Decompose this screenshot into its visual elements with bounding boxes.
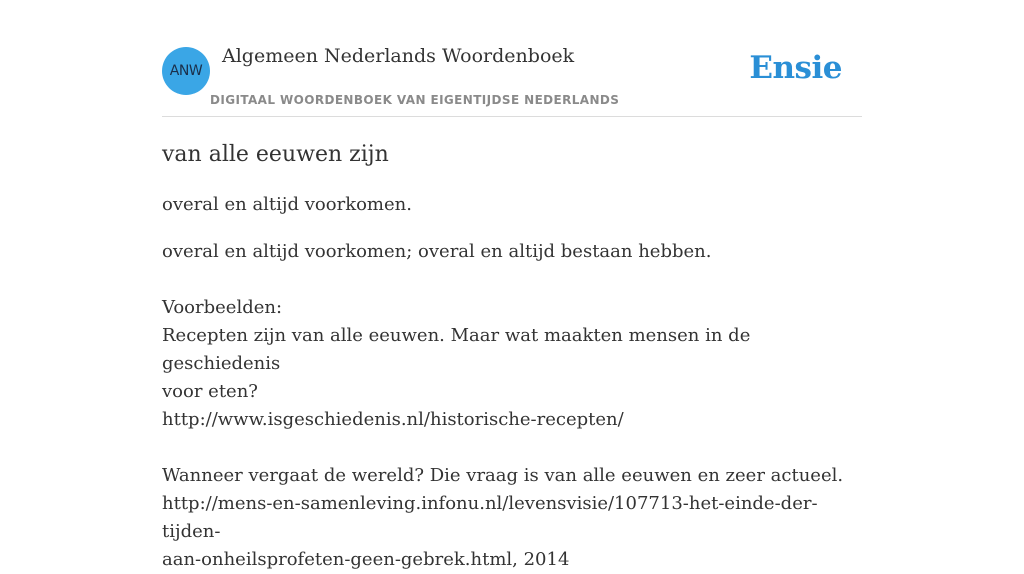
examples-label: Voorbeelden: (162, 297, 283, 318)
site-title: Algemeen Nederlands Woordenboek (222, 45, 575, 67)
ensie-logo[interactable]: Ensie (749, 50, 842, 86)
entry-summary: overal en altijd voorkomen. (162, 194, 412, 215)
site-subtitle: DIGITAAL WOORDENBOEK VAN EIGENTIJDSE NEDERLANDS (210, 93, 620, 107)
example-source: aan-onheilsprofeten-geen-gebrek.html, 2014 (162, 549, 570, 570)
example-source: http://www.isgeschiedenis.nl/historische-recepten/ (162, 409, 624, 430)
site-header (162, 0, 862, 117)
spacer (162, 266, 862, 294)
example-text: voor eten? (162, 381, 258, 402)
entry-definition: overal en altijd voorkomen; overal en altijd bestaan hebben. (162, 241, 712, 262)
entry-content (162, 138, 862, 574)
example-source: http://mens-en-samenleving.infonu.nl/levensvisie/107713-het-einde-der-tijden- (162, 493, 818, 542)
entry-term: van alle eeuwen zijn (162, 142, 389, 167)
example-text: Recepten zijn van alle eeuwen. Maar wat maakten mensen in de geschiedenis (162, 325, 757, 374)
entry-definition-block (162, 238, 862, 574)
example-text: Wanneer vergaat de wereld? Die vraag is van alle eeuwen en zeer actueel. (162, 465, 844, 486)
anw-logo[interactable]: ANW (162, 47, 210, 95)
spacer (162, 434, 862, 462)
